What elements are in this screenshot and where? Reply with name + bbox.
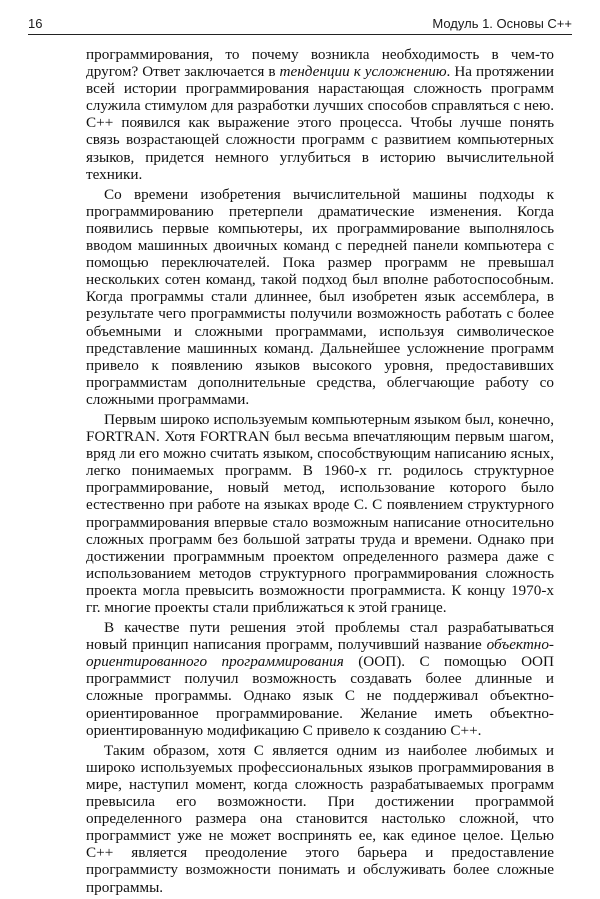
- paragraph-3: Первым широко используемым компьютерным языком был, конечно, FORTRAN. Хотя FORTRAN был весьма впечатляющим первым шагом, вряд ли его можно считать языком, способствующим написанию ясных, легко понимаемых программ. В 1960-х гг. родилось структурное программирование, новый метод, использование которого было естественно при работе на языках вроде С. С появлением структурного программирования впервые стало возможным написание относительно сложных программ без большой затраты труда и времени. Однако при достижении программным проектом определенного размера даже с использованием методов структурного программирования сложность проекта могла превысить возможности программиста. К концу 1970-х гг. многие проекты стали приближаться к этой границе.: [86, 410, 554, 616]
- paragraph-1-text-b: . На протяжении всей истории программирования нарастающая сложность программ служила стимулом для разработки лучших способов справляться с нею. C++ появился как выражение этого процесса. Чтобы лучше понять связь возрастающей сложности программ с развитием компьютерных языков, придется немного углубиться в историю вычислительной техники.: [86, 63, 554, 183]
- body-text: [86, 46, 554, 899]
- running-header: [28, 12, 572, 34]
- emphasis-complexity-trend: тенденции к усложнению: [279, 63, 447, 81]
- paragraph-1-text-a: программирования, то почему возникла необходимость в чем-то другом? Ответ заключается в: [86, 46, 554, 81]
- emphasis-oop-term: объектно-ориентированного программирования: [86, 636, 554, 671]
- page-number: 16: [28, 16, 43, 31]
- paragraph-4: [86, 619, 554, 739]
- paragraph-5: Таким образом, хотя С является одним из наиболее любимых и широко используемых профессиональных языков программирования в мире, наступил момент, когда сложность разрабатываемых программ превысила его возможности. При достижении программой определенного размера она становится настолько сложной, что программист уже не может воспринять ее, как единое целое. Целью C++ является преодоление этого барьера и предоставление программисту возможности понимать и обслуживать более сложные программы.: [86, 741, 554, 896]
- header-rule: [28, 34, 572, 35]
- paragraph-1: [86, 46, 554, 183]
- paragraph-2: Со времени изобретения вычислительной машины подходы к программированию претерпели драматические изменения. Когда появились первые компьютеры, их программирование выполнялось вводом машинных двоичных команд с передней панели компьютера с помощью переключателей. Пока размер программ не превышал нескольких сотен команд, такой подход был вполне работоспособным. Когда программы стали длиннее, был изобретен язык ассемблера, в результате чего программисты получили возможность работать с более объемными и сложными программами, используя символическое представление машинных команд. Дальнейшее усложнение программ привело к появлению языков высокого уровня, предоставивших программистам дополнительные средства, облегчающие работу со сложными программами.: [86, 185, 554, 408]
- running-title: Модуль 1. Основы C++: [432, 16, 572, 31]
- paragraph-4-text-a: В качестве пути решения этой проблемы стал разрабатываться новый принцип написания программ, получивший название: [86, 619, 554, 654]
- paragraph-4-text-b: (ООП). С помощью ООП программист получил возможность создавать более длинные и сложные программы. Однако язык С не поддерживал объектно-ориентированное программирование. Желание иметь объектно-ориентированную модификацию С привело к созданию C++.: [86, 653, 554, 739]
